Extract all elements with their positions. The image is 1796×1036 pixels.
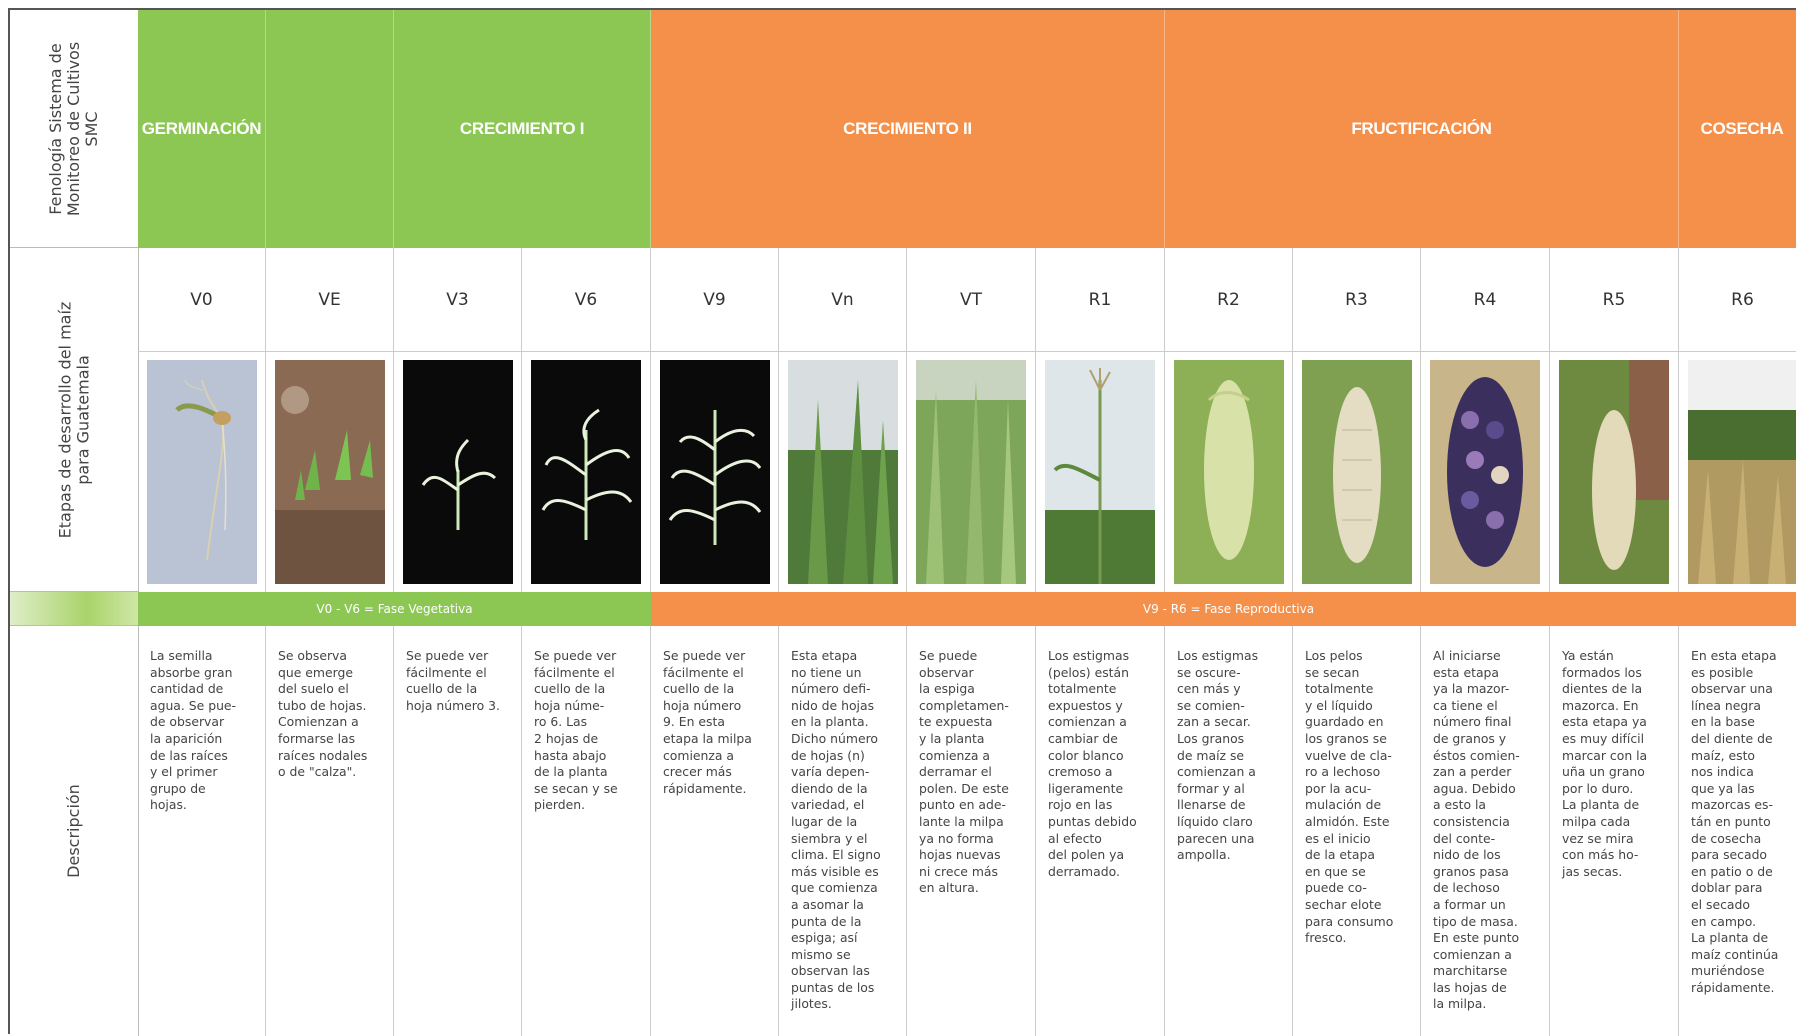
stage-code: V0: [138, 248, 266, 352]
stage-code: R2: [1165, 248, 1293, 352]
phase-label: FRUCTIFICACIÓN: [1351, 119, 1491, 139]
v9-plant-photo: [660, 360, 770, 584]
phase-cosecha: [1679, 10, 1796, 248]
photo-cell: [522, 352, 651, 592]
stage-description: Los estigmas (pelos) están totalmente expuestos y comienzan a cambiar de color blanco cremoso a ligeramente rojo en las puntas debido al efecto del polen ya derramado.: [1036, 626, 1165, 1036]
stage-code: VT: [907, 248, 1036, 352]
seedling-photo: [147, 360, 257, 584]
stage-description: Se puede ver fácilmente el cuello de la hoja número 9. En esta etapa la milpa comienza a crecer más rápidamente.: [651, 626, 779, 1036]
row-labels-column: [10, 10, 139, 1036]
photo-cell: [779, 352, 907, 592]
stage-code: R4: [1421, 248, 1550, 352]
v6-plant-photo: [531, 360, 641, 584]
row-label-fenologia: [10, 10, 138, 248]
stage-code: V9: [651, 248, 779, 352]
stage-code: V6: [522, 248, 651, 352]
phase-label: COSECHA: [1701, 119, 1784, 139]
stage-description: Al iniciarse esta etapa ya la mazor- ca tiene el número final de granos y éstos comien- zan a perder agua. Debido a esto la consistencia del conte- nido de los granos pasa de lechoso a formar un tipo de masa. En este punto comienzan a marchitarse las hojas de la milpa.: [1421, 626, 1550, 1036]
phase-band-row: [138, 592, 1796, 626]
r1-silk-photo: [1045, 360, 1155, 584]
stage-description: Se observa que emerge del suelo el tubo de hojas. Comienzan a formarse las raíces nodales o de "calza".: [266, 626, 394, 1036]
phase-fructificacion: [1165, 10, 1679, 248]
r2-ear-photo: [1174, 360, 1284, 584]
phase-label: CRECIMIENTO I: [460, 119, 584, 139]
stage-code-row: [138, 248, 1796, 352]
v3-plant-photo: [403, 360, 513, 584]
photo-cell: [1036, 352, 1165, 592]
r3-ear-photo: [1302, 360, 1412, 584]
emerging-seedlings-photo: [275, 360, 385, 584]
band-vegetative: [138, 592, 651, 626]
photo-cell: [651, 352, 779, 592]
band-leaf-decoration: [10, 592, 138, 626]
band-reproductive: [651, 592, 1796, 626]
etapas-label: Etapas de desarrollo del maíz para Guatemala: [56, 301, 92, 538]
vt-tassel-photo: [916, 360, 1026, 584]
fenologia-label: Fenología Sistema de Monitoreo de Cultivos SMC: [47, 41, 101, 215]
stage-description: Se puede observar la espiga completamen- te expuesta y la planta comienza a derramar el polen. De este punto en ade- lante la milpa ya no forma hojas nuevas ni crece más en altura.: [907, 626, 1036, 1036]
photo-cell: [1293, 352, 1421, 592]
description-row: [138, 626, 1796, 1036]
stage-code: V3: [394, 248, 522, 352]
band-reproductive-label: V9 - R6 = Fase Reproductiva: [1143, 602, 1314, 616]
photo-cell: [1165, 352, 1293, 592]
stage-description: Los pelos se secan totalmente y el líquido guardado en los granos se vuelve de cla- ro a lechoso por la acu- mulación de almidón. Este es el inicio de la etapa en que se puede co- sechar elote para consumo fresco.: [1293, 626, 1421, 1036]
phenology-chart: [8, 8, 1796, 1034]
photo-row: [138, 352, 1796, 592]
r4-purple-ear-photo: [1430, 360, 1540, 584]
photo-cell: [1421, 352, 1550, 592]
stage-code: R1: [1036, 248, 1165, 352]
photo-cell: [907, 352, 1036, 592]
stage-code: Vn: [779, 248, 907, 352]
row-label-descripcion: [10, 626, 138, 1036]
phase-crecimiento-ii: [651, 10, 1165, 248]
band-vegetative-label: V0 - V6 = Fase Vegetativa: [316, 602, 472, 616]
descripcion-label: Descripción: [65, 784, 83, 878]
phase-germinacion-continued: [266, 10, 394, 248]
photo-cell: [1550, 352, 1679, 592]
photo-cell: [394, 352, 522, 592]
stage-code: VE: [266, 248, 394, 352]
stage-code: R5: [1550, 248, 1679, 352]
stage-description: En esta etapa es posible observar una línea negra en la base del diente de maíz, esto nos indica que ya las mazorcas es- tán en punto de cosecha para secado en patio o de doblar para el secado en campo. La planta de maíz continúa muriéndose rápidamente.: [1679, 626, 1796, 1036]
stage-description: La semilla absorbe gran cantidad de agua. Se pue- de observar la aparición de las raíces y el primer grupo de hojas.: [138, 626, 266, 1036]
r6-field-photo: [1688, 360, 1796, 584]
phase-header-row: [138, 10, 1796, 248]
phase-germinacion: [138, 10, 266, 248]
stage-description: Se puede ver fácilmente el cuello de la hoja núme- ro 6. Las 2 hojas de hasta abajo de la planta se secan y se pierden.: [522, 626, 651, 1036]
stage-description: Esta etapa no tiene un número defi- nido de hojas en la planta. Dicho número de hojas (n) varía depen- diendo de la variedad, el lugar de la siembra y el clima. El signo más visible es que comienza a asomar la punta de la espiga; así mismo se observan las puntas de los jilotes.: [779, 626, 907, 1036]
stage-description: Los estigmas se oscure- cen más y se comien- zan a secar. Los granos de maíz se comienzan a formar y al llenarse de líquido claro parecen una ampolla.: [1165, 626, 1293, 1036]
vn-plant-photo: [788, 360, 898, 584]
row-label-etapas: [10, 248, 138, 592]
phase-label: CRECIMIENTO II: [843, 119, 972, 139]
stage-code: R3: [1293, 248, 1421, 352]
phase-label: GERMINACIÓN: [142, 119, 261, 139]
photo-cell: [138, 352, 266, 592]
stage-description: Ya están formados los dientes de la mazorca. En esta etapa ya es muy difícil marcar con la uña un grano por lo duro. La planta de milpa cada vez se mira con más ho- jas secas.: [1550, 626, 1679, 1036]
photo-cell: [1679, 352, 1796, 592]
stage-description: Se puede ver fácilmente el cuello de la hoja número 3.: [394, 626, 522, 1036]
r5-ear-photo: [1559, 360, 1669, 584]
stage-code: R6: [1679, 248, 1796, 352]
photo-cell: [266, 352, 394, 592]
phase-crecimiento-i: [394, 10, 651, 248]
